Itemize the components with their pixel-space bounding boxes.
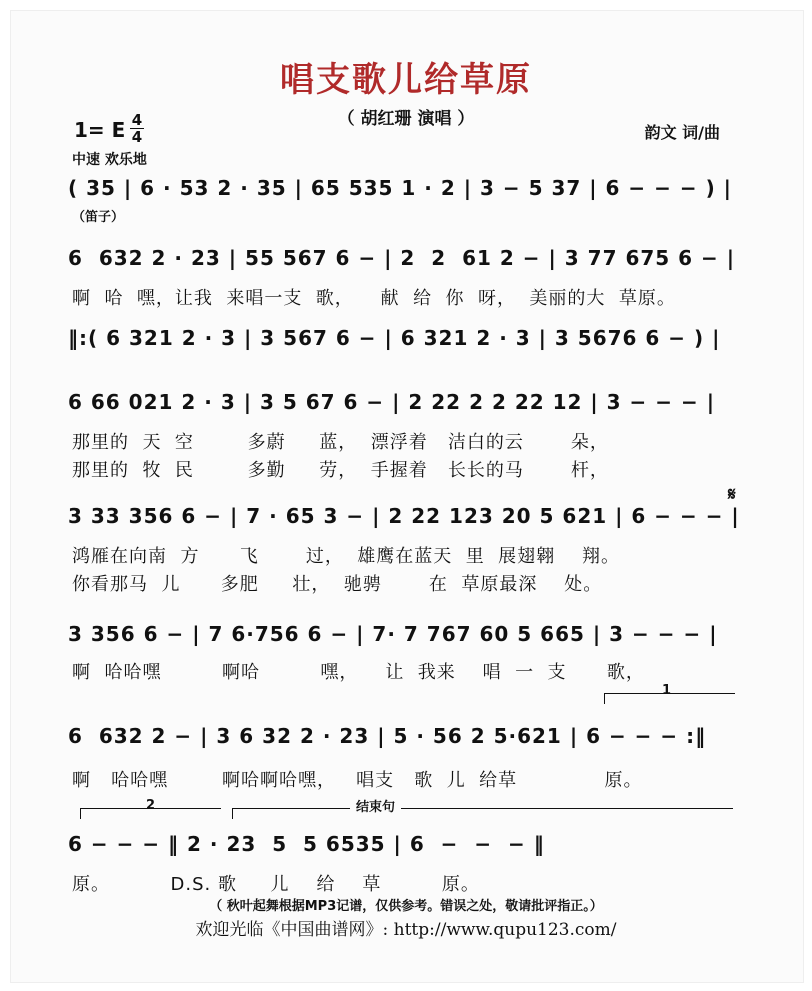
- key-signature: 1= E: [74, 118, 126, 142]
- lyric-line-2: 啊 哈 嘿，让我 来唱一支 歌， 献 给 你 呀， 美丽的大 草原。: [72, 288, 676, 309]
- time-bottom: 4: [131, 128, 143, 146]
- score-line-7: 6 632 2 − | 3 6 32 2 · 23 | 5 · 56 2 5·621 | 6 − − − :‖: [68, 724, 707, 748]
- composer-credit: 韵文 词/曲: [644, 123, 720, 142]
- ending-bracket: [232, 808, 733, 819]
- singer-credit: （ 胡红珊 演唱 ）: [337, 109, 475, 129]
- lyric-line-4b: 那里的 牧 民 多勤 劳， 手握着 长长的马 杆，: [72, 460, 609, 481]
- lyric-line-6: 啊 哈哈嘿 啊哈 嘿， 让 我来 唱 一 支 歌，: [72, 662, 645, 683]
- instrument-note: （笛子）: [72, 210, 125, 225]
- volta-2-label: 2: [146, 798, 156, 813]
- lyric-line-8: 原。 D.S. 歌 儿 给 草 原。: [72, 874, 480, 895]
- time-top: 4: [131, 111, 143, 129]
- volta-1-label: 1: [662, 683, 672, 698]
- lyric-line-4a: 那里的 天 空 多蔚 蓝， 漂浮着 洁白的云 朵，: [72, 432, 609, 453]
- segno-icon: 𝄋: [728, 484, 736, 505]
- ending-label: 结束句: [350, 796, 401, 815]
- site-footer: 欢迎光临《中国曲谱网》: http://www.qupu123.com/: [195, 920, 617, 940]
- lyric-line-7: 啊 哈哈嘿 啊哈啊哈嘿， 唱支 歌 儿 给草 原。: [72, 770, 643, 791]
- score-line-8: 6 − − − ‖ 2 · 23 5 5 6535 | 6 − − − ‖: [68, 832, 545, 856]
- lyric-line-5a: 鸿雁在向南 方 飞 过， 雄鹰在蓝天 里 展翅翱 翔。: [72, 546, 621, 567]
- score-line-2: 6 632 2 · 23 | 55 567 6 − | 2 2 61 2 − | 3 77 675 6 − |: [68, 246, 736, 270]
- time-signature: [130, 112, 144, 145]
- score-line-5: 3 33 356 6 − | 7 · 65 3 − | 2 22 123 20 5 621 | 6 − − − |: [68, 504, 740, 528]
- score-line-3: ‖:( 6 321 2 · 3 | 3 567 6 − | 6 321 2 · 3 | 3 5676 6 − ) |: [68, 326, 721, 350]
- tempo-marking: 中速 欢乐地: [72, 152, 147, 168]
- score-line-4: 6 66 021 2 · 3 | 3 5 67 6 − | 2 22 2 2 22 12 | 3 − − − |: [68, 390, 716, 414]
- song-title: 唱支歌儿给草原: [280, 60, 532, 100]
- score-line-6: 3 356 6 − | 7 6·756 6 − | 7· 7 767 60 5 665 | 3 − − − |: [68, 622, 718, 646]
- score-line-1: ( 35 | 6 · 53 2 · 35 | 65 535 1 · 2 | 3 − 5 37 | 6 − − − ) |: [68, 176, 732, 200]
- lyric-line-5b: 你看那马 儿 多肥 壮， 驰骋 在 草原最深 处。: [72, 574, 603, 595]
- disclaimer: （ 秋叶起舞根据MP3记谱，仅供参考。错误之处，敬请批评指正。）: [209, 899, 603, 914]
